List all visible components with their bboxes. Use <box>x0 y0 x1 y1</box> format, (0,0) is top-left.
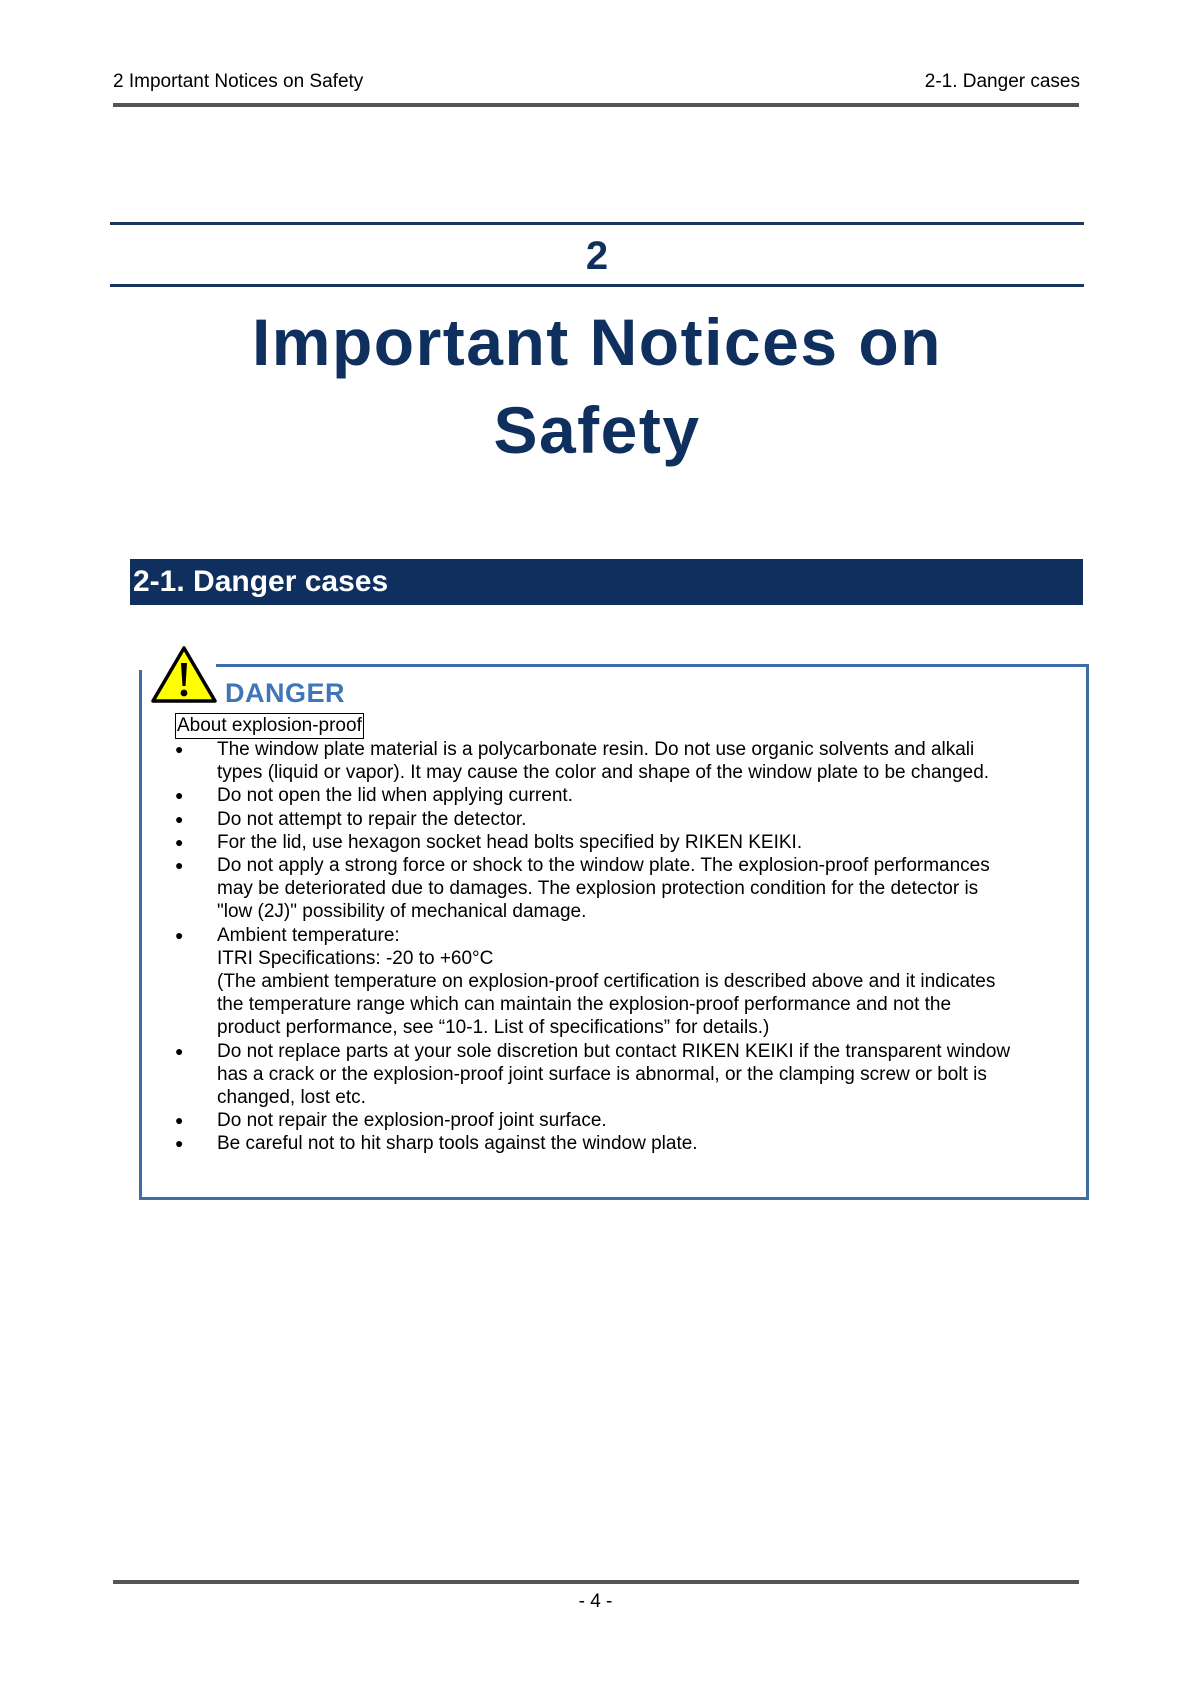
bullet-icon: ● <box>175 787 184 804</box>
danger-list-item <box>168 784 1068 807</box>
danger-list-item-line: For the lid, use hexagon socket head bolts specified by RIKEN KEIKI. <box>217 831 803 853</box>
danger-list-item-line: (The ambient temperature on explosion-proof certification is described above and it indicates <box>217 971 996 993</box>
chapter-rule-bottom <box>110 284 1084 287</box>
chapter-title-line-2: Safety <box>493 393 701 467</box>
danger-list-item-line: Do not apply a strong force or shock to the window plate. The explosion-proof performances <box>217 855 990 877</box>
danger-label: DANGER <box>225 678 346 708</box>
danger-list-item-line: The window plate material is a polycarbonate resin. Do not use organic solvents and alkali <box>217 739 975 760</box>
danger-list-item-line: product performance, see “10-1. List of specifications” for details.) <box>217 1017 770 1039</box>
danger-list-item <box>168 1040 1068 1110</box>
danger-list-item <box>168 831 1068 854</box>
chapter-number: 2 <box>585 234 609 278</box>
section-title: 2-1. Danger cases <box>133 565 389 598</box>
danger-list-item-line: Ambient temperature: <box>217 924 400 946</box>
warning-triangle-icon <box>150 645 218 705</box>
bullet-icon: ● <box>175 833 184 850</box>
running-header-chapter: 2 Important Notices on Safety <box>113 71 364 92</box>
chapter-title <box>110 298 1084 474</box>
danger-list-item-line: may be deteriorated due to damages. The explosion protection condition for the detector is <box>217 878 979 900</box>
danger-list-item <box>168 854 1068 924</box>
danger-list-item-line: has a crack or the explosion-proof joint surface is abnormal, or the clamping screw or bolt is <box>217 1063 987 1085</box>
footer-rule <box>113 1580 1079 1584</box>
danger-list-item-line: changed, lost etc. <box>217 1087 366 1109</box>
bullet-icon: ● <box>175 926 184 943</box>
danger-list-item-line: Be careful not to hit sharp tools against the window plate. <box>217 1133 698 1155</box>
danger-list-item <box>168 738 1068 784</box>
section-heading-bar <box>130 559 1083 605</box>
bullet-icon: ● <box>175 741 184 757</box>
running-header-section: 2-1. Danger cases <box>924 71 1080 92</box>
chapter-title-line-1: Important Notices on <box>251 305 943 379</box>
danger-list-item <box>168 1132 1068 1155</box>
danger-list <box>168 738 1068 1156</box>
danger-list-item-line: ITRI Specifications: -20 to +60°C <box>217 947 494 969</box>
danger-list-item-line: the temperature range which can maintain the explosion-proof performance and not the <box>217 994 952 1016</box>
bullet-icon: ● <box>175 1112 184 1129</box>
danger-list-item-line: Do not replace parts at your sole discretion but contact RIKEN KEIKI if the transparent window <box>217 1040 1011 1062</box>
danger-list-item <box>168 808 1068 831</box>
bullet-icon: ● <box>175 857 184 874</box>
chapter-rule-top <box>110 222 1084 225</box>
header-rule <box>113 103 1079 107</box>
danger-list-item-line: Do not repair the explosion-proof joint surface. <box>217 1110 607 1132</box>
bullet-icon: ● <box>175 1042 184 1059</box>
danger-topic: About explosion-proof <box>175 713 364 739</box>
danger-list-item-line: types (liquid or vapor). It may cause the color and shape of the window plate to be changed. <box>217 762 990 784</box>
danger-list-item-line: Do not attempt to repair the detector. <box>217 808 527 830</box>
page-number: - 4 - <box>578 1591 613 1612</box>
bullet-icon: ● <box>175 1135 184 1152</box>
bullet-icon: ● <box>175 810 184 827</box>
danger-list-item <box>168 1109 1068 1132</box>
danger-list-item-line: "low (2J)" possibility of mechanical damage. <box>217 901 587 923</box>
danger-list-item <box>168 924 1068 1040</box>
danger-list-item-line: Do not open the lid when applying current. <box>217 785 573 807</box>
